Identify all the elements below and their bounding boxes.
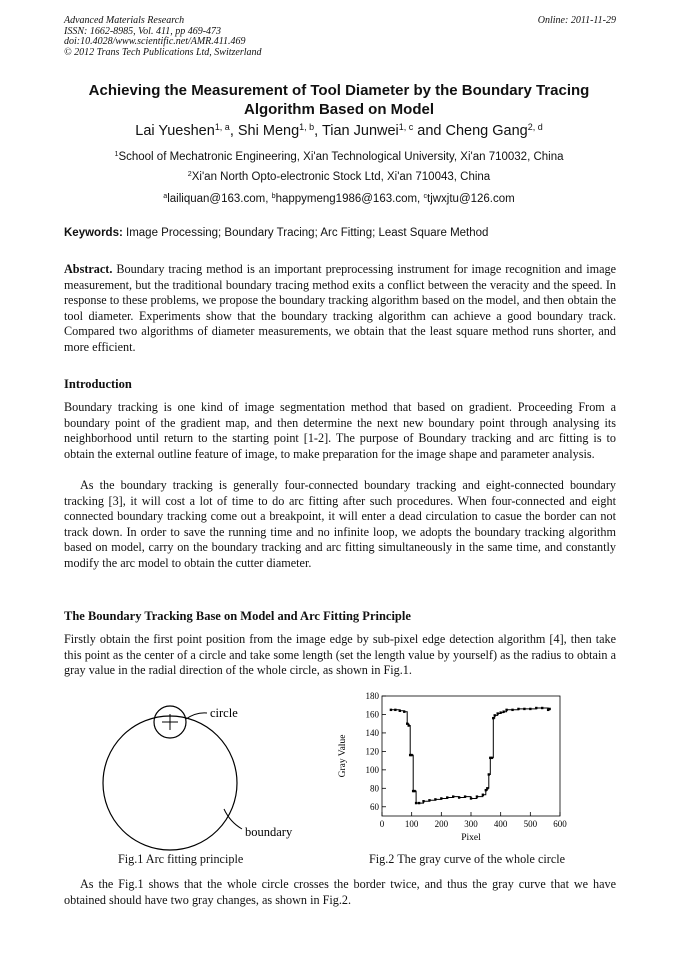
author-affiliation-sup: 1, c <box>398 122 414 133</box>
gray-curve-point <box>440 797 442 799</box>
abstract-label: Abstract. <box>64 262 113 276</box>
gray-curve-point <box>494 714 496 716</box>
y-tick-label: 120 <box>365 746 379 757</box>
gray-curve-point <box>486 787 488 789</box>
x-tick-label: 500 <box>523 819 538 829</box>
x-tick-label: 100 <box>404 819 419 829</box>
email-address: tjwxjtu@126.com <box>427 193 515 205</box>
email-separator: , <box>265 193 272 205</box>
circle-leader <box>186 713 207 719</box>
intro-paragraph-1: Boundary tracking is one kind of image segmentation method that based on gradient. Proceeding From a boundary point of the gradient map, and then determine the next new boundary point through analysing its neighborhood until return to the starting point [1-2]. The purpose of Boundary tracking and arc fitting is to obtain the external outline feature of image, to make preparation for the image shape and parameter analysis. <box>64 400 616 461</box>
affiliation-2-text: Xi'an North Opto-electronic Stock Ltd, Xi'an 710043, China <box>191 171 491 183</box>
gray-curve-point <box>502 710 504 712</box>
journal-header <box>64 16 616 58</box>
email-sup: b <box>271 192 276 201</box>
x-tick-label: 600 <box>553 819 567 829</box>
gray-curve-point <box>394 709 396 711</box>
intro-paragraph-2: As the boundary tracking is generally four-connected boundary tracking and eight-connected boundary tracking [3], it will cost a lot of time to do arc fitting after such procedures. When four-connected and eight connected boundary tracking come out a breakpoint, it will enter a dead circulation to casue the border can not track down. In order to save the running time and no infinite loop, we adopts the boundary tracking algorithm based on model, carry on the boundary tracking and arc fitting simultaneously in the same time, and constantly modify the arc model to obtain the cutter diameter. <box>64 478 616 570</box>
gray-curve-point <box>458 796 460 798</box>
email-sup: a <box>163 192 168 201</box>
author-name: Cheng Gang <box>445 123 528 139</box>
gray-curve-point <box>499 711 501 713</box>
gray-curve-point <box>403 710 405 712</box>
keywords-label: Keywords: <box>64 227 123 239</box>
gray-curve-point <box>505 709 507 711</box>
gray-curve-point <box>413 790 415 792</box>
email-address: lailiquan@163.com <box>167 193 266 205</box>
label-circle: circle <box>210 706 238 720</box>
gray-curve-point <box>399 710 401 712</box>
figure-2-caption: Fig.2 The gray curve of the whole circle <box>369 852 566 866</box>
y-tick-label: 180 <box>365 691 379 701</box>
gray-curve-point <box>446 796 448 798</box>
author-list <box>40 123 638 139</box>
keywords-text: Image Processing; Boundary Tracing; Arc Fitting; Least Square Method <box>126 227 489 239</box>
author-affiliation-sup: 1, a <box>214 122 230 133</box>
journal-doi: doi:10.4028/www.scientific.net/AMR.411.469 <box>64 36 246 47</box>
affiliation-1-sup: 1 <box>114 150 119 159</box>
gray-curve-point <box>482 794 484 796</box>
online-date: Online: 2011-11-29 <box>537 15 616 26</box>
figure-1-diagram <box>90 692 320 860</box>
email-sup: c <box>423 192 427 201</box>
gray-curve-point <box>541 707 543 709</box>
gray-curve-point <box>488 773 490 775</box>
gray-curve-point <box>517 708 519 710</box>
gray-curve-point <box>470 797 472 799</box>
email-separator: , <box>417 193 424 205</box>
title-line-2: Algorithm Based on Model <box>243 101 434 118</box>
gray-curve-point <box>410 754 412 756</box>
gray-curve-point <box>492 717 494 719</box>
author-affiliation-sup: 1, b <box>299 122 315 133</box>
gray-curve-point <box>422 800 424 802</box>
journal-issn: ISSN: 1662-8985, Vol. 411, pp 469-473 <box>64 25 222 37</box>
gray-curve-point <box>418 802 420 804</box>
x-tick-label: 300 <box>464 819 478 829</box>
email-address: happymeng1986@163.com <box>275 193 418 205</box>
y-tick-label: 160 <box>365 709 379 720</box>
author-name: Shi Meng <box>237 123 300 139</box>
figure-2-chart <box>325 688 575 848</box>
abstract <box>64 262 616 356</box>
gray-curve-point <box>390 709 392 711</box>
title-line-1: Achieving the Measurement of Tool Diameter by the Boundary Tracing <box>88 82 590 99</box>
author-name: Lai Yueshen <box>135 123 215 139</box>
big-circle <box>103 716 237 850</box>
gray-curve-point <box>415 802 417 804</box>
gray-curve-point <box>523 708 525 710</box>
keywords <box>64 227 616 239</box>
y-tick-label: 140 <box>365 727 379 738</box>
gray-curve-point <box>548 708 550 710</box>
journal-name: Advanced Materials Research <box>64 15 185 26</box>
paper-title <box>40 81 638 119</box>
affiliation-2-sup: 2 <box>187 170 192 179</box>
affiliation-1 <box>40 151 638 163</box>
y-tick-label: 60 <box>370 801 379 812</box>
intro-heading: Introduction <box>64 377 132 391</box>
gray-curve-point <box>464 795 466 797</box>
gray-curve-point <box>535 707 537 709</box>
gray-curve-point <box>408 724 410 726</box>
x-tick-label: 200 <box>434 819 449 829</box>
author-name: Tian Junwei <box>321 123 399 139</box>
y-axis-label: Gray Value <box>338 734 348 778</box>
y-tick-label: 100 <box>365 764 379 775</box>
x-axis-label: Pixel <box>461 833 481 843</box>
section-2-heading: The Boundary Tracking Base on Model and Arc Fitting Principle <box>64 609 411 623</box>
affiliation-1-text: School of Mechatronic Engineering, Xi'an Technological University, Xi'an 710032, China <box>118 151 564 163</box>
author-affiliation-sup: 2, d <box>527 122 543 133</box>
label-boundary: boundary <box>245 825 293 839</box>
gray-curve-point <box>434 798 436 800</box>
figure-1-caption: Fig.1 Arc fitting principle <box>118 852 244 866</box>
gray-curve-point <box>497 712 499 714</box>
author-separator: , <box>314 123 322 139</box>
journal-copyright: © 2012 Trans Tech Publications Ltd, Switzerland <box>64 46 262 58</box>
author-separator: , <box>229 123 238 139</box>
y-tick-label: 80 <box>370 783 379 794</box>
affiliation-2 <box>40 171 638 183</box>
gray-curve-line <box>391 708 550 803</box>
section-2-paragraph: Firstly obtain the first point position from the image edge by sub-pixel edge detection algorithm [4], then take this point as the center of a circle and take some length (set the length value by yourself) as the radius to obtain a gray value in the radial direction of the whole circle, as shown in Fig.1. <box>64 632 616 678</box>
gray-curve-point <box>491 757 493 759</box>
gray-curve-point <box>529 708 531 710</box>
x-tick-label: 400 <box>493 819 508 829</box>
gray-curve-point <box>452 795 454 797</box>
gray-curve-point <box>428 799 430 801</box>
gray-curve-point <box>511 709 513 711</box>
closing-paragraph: As the Fig.1 shows that the whole circle crosses the border twice, and thus the gray curve that we have obtained should have two gray changes, as shown in Fig.2. <box>64 877 616 907</box>
email-list <box>40 193 638 205</box>
x-tick-label: 0 <box>379 819 385 829</box>
gray-curve-point <box>476 795 478 797</box>
author-separator: and <box>413 123 446 139</box>
abstract-text: Boundary tracing method is an important preprocessing instrument for image recognition and image measurement, but the traditional boundary tracing method exits a conflict between the veracity and the speed. In response to these problems, we propose the boundary tracking algorithm based on the model, and then obtain the tool diameter. Experiments show that the boundary tracking algorithm can achieve a good boundary track. Compared two algorithms of diameter measurements, we obtain that the least square method runs shorter, and more efficient. <box>64 262 617 354</box>
